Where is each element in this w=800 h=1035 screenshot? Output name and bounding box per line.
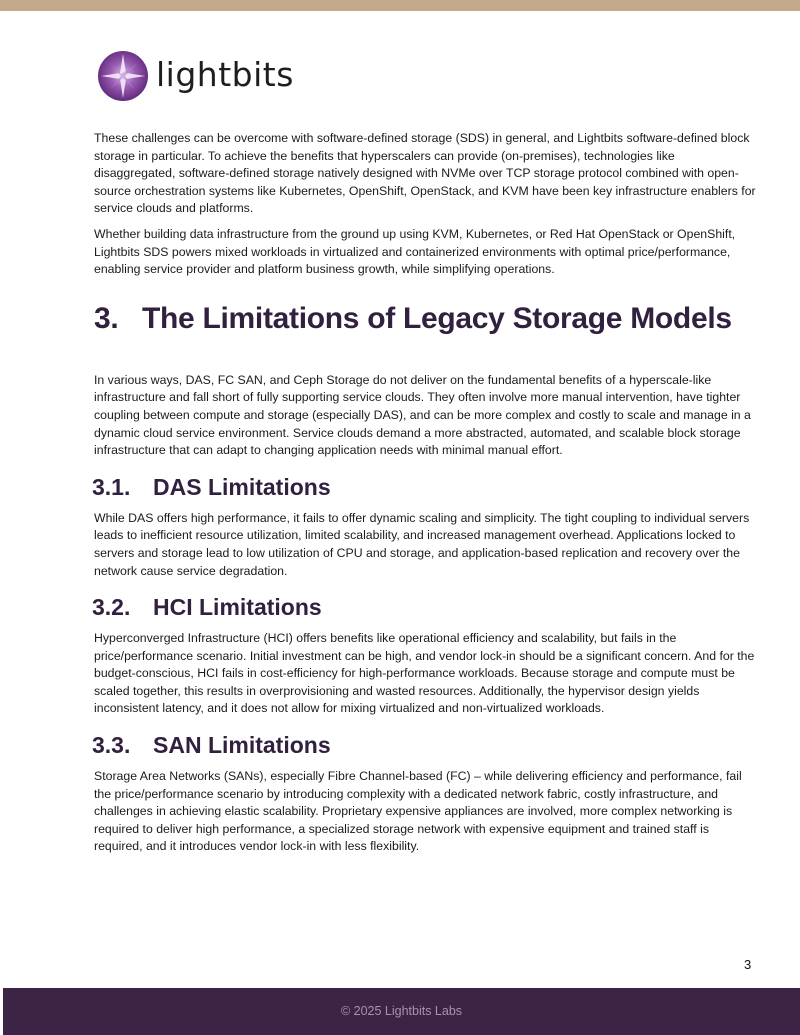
section-3-2-heading: [92, 592, 756, 622]
section-3-2-title: HCI Limitations: [153, 594, 322, 621]
lightbits-logo: [96, 50, 294, 102]
section-3-1-number: 3.1.: [92, 473, 131, 500]
section-3-3-number: 3.3.: [92, 732, 131, 759]
logo-wordmark: lightbits: [156, 54, 294, 94]
intro-paragraph-1: These challenges can be overcome with software-defined storage (SDS) in general, and Lightbits software-defined block storage in particular. To achieve the benefits that hyperscalers can provide (on-premises), technologies like disaggregated, software-defined storage natively designed with NVMe over TCP storage protocol combined with open-source orchestration systems like Kubernetes, OpenShift, OpenStack, and KVM have been key infrastructure enablers for service clouds and platforms.: [94, 131, 756, 216]
section-3-heading: [94, 301, 756, 337]
lightbits-logo-mark-icon: [96, 49, 150, 103]
section-3-3-heading: [92, 730, 756, 760]
page-number: 3: [744, 957, 752, 972]
section-3-3-title: SAN Limitations: [153, 732, 331, 759]
section-3-1-title: DAS Limitations: [153, 473, 331, 500]
section-3-2-body: Hyperconverged Infrastructure (HCI) offers benefits like operational efficiency and scalability, but fails in the price/performance scenario. Initial investment can be high, and vendor lock-in should be a significant concern. And for the budget-conscious, HCI fails in cost-efficiency for high-performance workloads. Because storage and compute must be scaled together, this results in overprovisioning and wasted resources. Additionally, the hypervisor design yields inconsistent latency, and it does not allow for mixing virtualized and non-virtualized workloads.: [94, 631, 755, 716]
section-3-body: In various ways, DAS, FC SAN, and Ceph Storage do not deliver on the fundamental benefits of a hyperscale-like infrastructure and fall short of fully supporting service clouds. They often involve more manual intervention, have tighter coupling between compute and storage (especially DAS), and can be more complex and costly to scale and manage in a dynamic cloud service environment. Service clouds demand a more abstracted, automated, and scalable block storage infrastructure that can adapt to changing application needs with minimal manual effort.: [94, 372, 751, 458]
section-3-1-body: While DAS offers high performance, it fails to offer dynamic scaling and simplicity. The tight coupling to individual servers leads to inefficient resource utilization, limited scalability, and increased management overhead. Applications locked to servers and storage lead to low utilization of CPU and storage, and application-based replication and recovery over the network cause service degradation.: [94, 510, 750, 578]
section-3-3-body: Storage Area Networks (SANs), especially Fibre Channel-based (FC) – while delivering efficiency and performance, fail the price/performance scenario by introducing complexity with a dedicated network fabric, costly infrastructure, and challenges in achieving elastic scalability. Proprietary expensive appliances are involved, more complex networking is required to deliver high performance, a specialized storage network with expensive equipment and trained staff is required, and it introduces vendor lock-in with less flexibility.: [94, 769, 742, 854]
footer-copyright: © 2025 Lightbits Labs: [340, 1004, 463, 1018]
section-3-2-number: 3.2.: [92, 594, 131, 621]
section-3-number: 3.: [94, 301, 119, 335]
footer-bar: [3, 988, 800, 1035]
top-accent-bar: [0, 0, 800, 11]
page-content: [94, 130, 756, 856]
intro-paragraph-2: Whether building data infrastructure from the ground up using KVM, Kubernetes, or Red Hat OpenStack or OpenShift, Lightbits SDS powers mixed workloads in virtualized and containerized environments with optimal price/performance, enabling service provider and platform business growth, while simplifying operations.: [94, 226, 736, 277]
section-3-title: The Limitations of Legacy Storage Models: [142, 301, 732, 335]
section-3-1-heading: [92, 472, 756, 502]
